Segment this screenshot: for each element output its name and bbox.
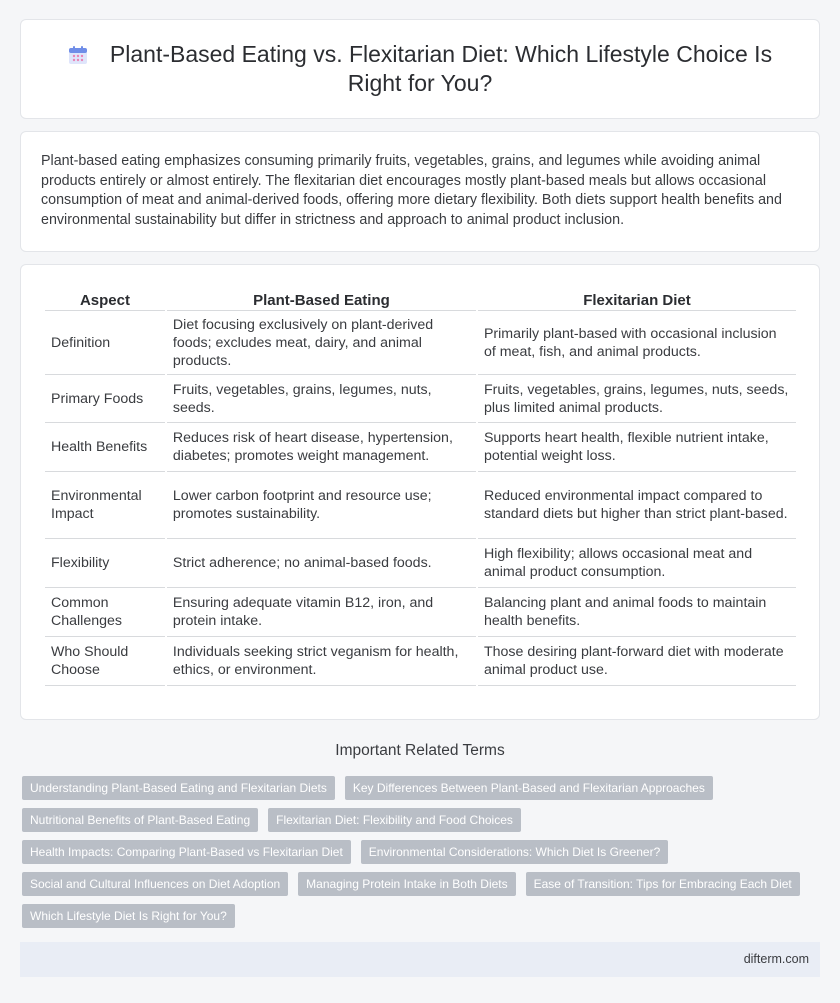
table-row (45, 423, 796, 472)
table-row (45, 637, 796, 686)
comparison-card (20, 264, 820, 720)
row-aspect: Environmental Impact (45, 472, 165, 539)
related-term-tag[interactable]: Health Impacts: Comparing Plant-Based vs Flexitarian Diet (22, 840, 351, 864)
related-term-tag[interactable]: Understanding Plant-Based Eating and Flexitarian Diets (22, 776, 335, 800)
row-aspect: Definition (45, 311, 165, 375)
related-term-tag[interactable]: Social and Cultural Influences on Diet Adoption (22, 872, 288, 896)
table-row (45, 472, 796, 539)
table-row (45, 539, 796, 588)
table-row (45, 375, 796, 423)
table-row (45, 588, 796, 637)
row-plant-based: Fruits, vegetables, grains, legumes, nuts, seeds. (167, 375, 476, 423)
row-flexitarian: Fruits, vegetables, grains, legumes, nuts, seeds, plus limited animal products. (478, 375, 796, 423)
intro-card (20, 131, 820, 252)
intro-text: Plant-based eating emphasizes consuming primarily fruits, vegetables, grains, and legumes while avoiding animal products entirely or almost entirely. The flexitarian diet encourages mostly plant-based meals but allows occasional consumption of meat and animal-derived foods, offering more dietary flexibility. Both diets support health benefits and environmental sustainability but differ in strictness and approach to animal product inclusion. (41, 153, 782, 228)
related-term-tag[interactable]: Ease of Transition: Tips for Embracing Each Diet (526, 872, 800, 896)
calendar-icon (68, 45, 88, 65)
row-aspect: Primary Foods (45, 375, 165, 423)
row-plant-based: Diet focusing exclusively on plant-derived foods; excludes meat, dairy, and animal products. (167, 311, 476, 375)
related-terms-title: Important Related Terms (335, 742, 505, 759)
row-flexitarian: High flexibility; allows occasional meat and animal product consumption. (478, 539, 796, 588)
header-card (20, 19, 820, 119)
related-term-tag[interactable]: Flexitarian Diet: Flexibility and Food Choices (268, 808, 521, 832)
row-flexitarian: Supports heart health, flexible nutrient intake, potential weight loss. (478, 423, 796, 472)
related-term-tag[interactable]: Environmental Considerations: Which Diet Is Greener? (361, 840, 668, 864)
page-title (61, 40, 779, 98)
row-plant-based: Reduces risk of heart disease, hypertension, diabetes; promotes weight management. (167, 423, 476, 472)
row-plant-based: Lower carbon footprint and resource use; promotes sustainability. (167, 472, 476, 539)
header-aspect: Aspect (45, 289, 165, 311)
table-header-row (45, 289, 796, 311)
footer (20, 942, 820, 977)
row-aspect: Flexibility (45, 539, 165, 588)
row-plant-based: Strict adherence; no animal-based foods. (167, 539, 476, 588)
row-flexitarian: Those desiring plant-forward diet with moderate animal product use. (478, 637, 796, 686)
row-flexitarian: Balancing plant and animal foods to maintain health benefits. (478, 588, 796, 637)
row-aspect: Health Benefits (45, 423, 165, 472)
related-term-tag[interactable]: Which Lifestyle Diet Is Right for You? (22, 904, 235, 928)
comparison-table (43, 289, 798, 686)
row-flexitarian: Reduced environmental impact compared to standard diets but higher than strict plant-based. (478, 472, 796, 539)
related-term-tag[interactable]: Nutritional Benefits of Plant-Based Eating (22, 808, 258, 832)
row-plant-based: Individuals seeking strict veganism for health, ethics, or environment. (167, 637, 476, 686)
related-terms-list (22, 776, 812, 928)
row-flexitarian: Primarily plant-based with occasional inclusion of meat, fish, and animal products. (478, 311, 796, 375)
related-term-tag[interactable]: Key Differences Between Plant-Based and Flexitarian Approaches (345, 776, 713, 800)
title-wrap (61, 40, 779, 98)
header-plant-based: Plant-Based Eating (167, 289, 476, 311)
page-title-text: Plant-Based Eating vs. Flexitarian Diet: Which Lifestyle Choice Is Right for You? (109, 41, 773, 96)
header-flexitarian: Flexitarian Diet (478, 289, 796, 311)
table-row (45, 311, 796, 375)
footer-site-link[interactable]: difterm.com (743, 952, 809, 966)
row-plant-based: Ensuring adequate vitamin B12, iron, and protein intake. (167, 588, 476, 637)
related-term-tag[interactable]: Managing Protein Intake in Both Diets (298, 872, 515, 896)
row-aspect: Common Challenges (45, 588, 165, 637)
row-aspect: Who Should Choose (45, 637, 165, 686)
